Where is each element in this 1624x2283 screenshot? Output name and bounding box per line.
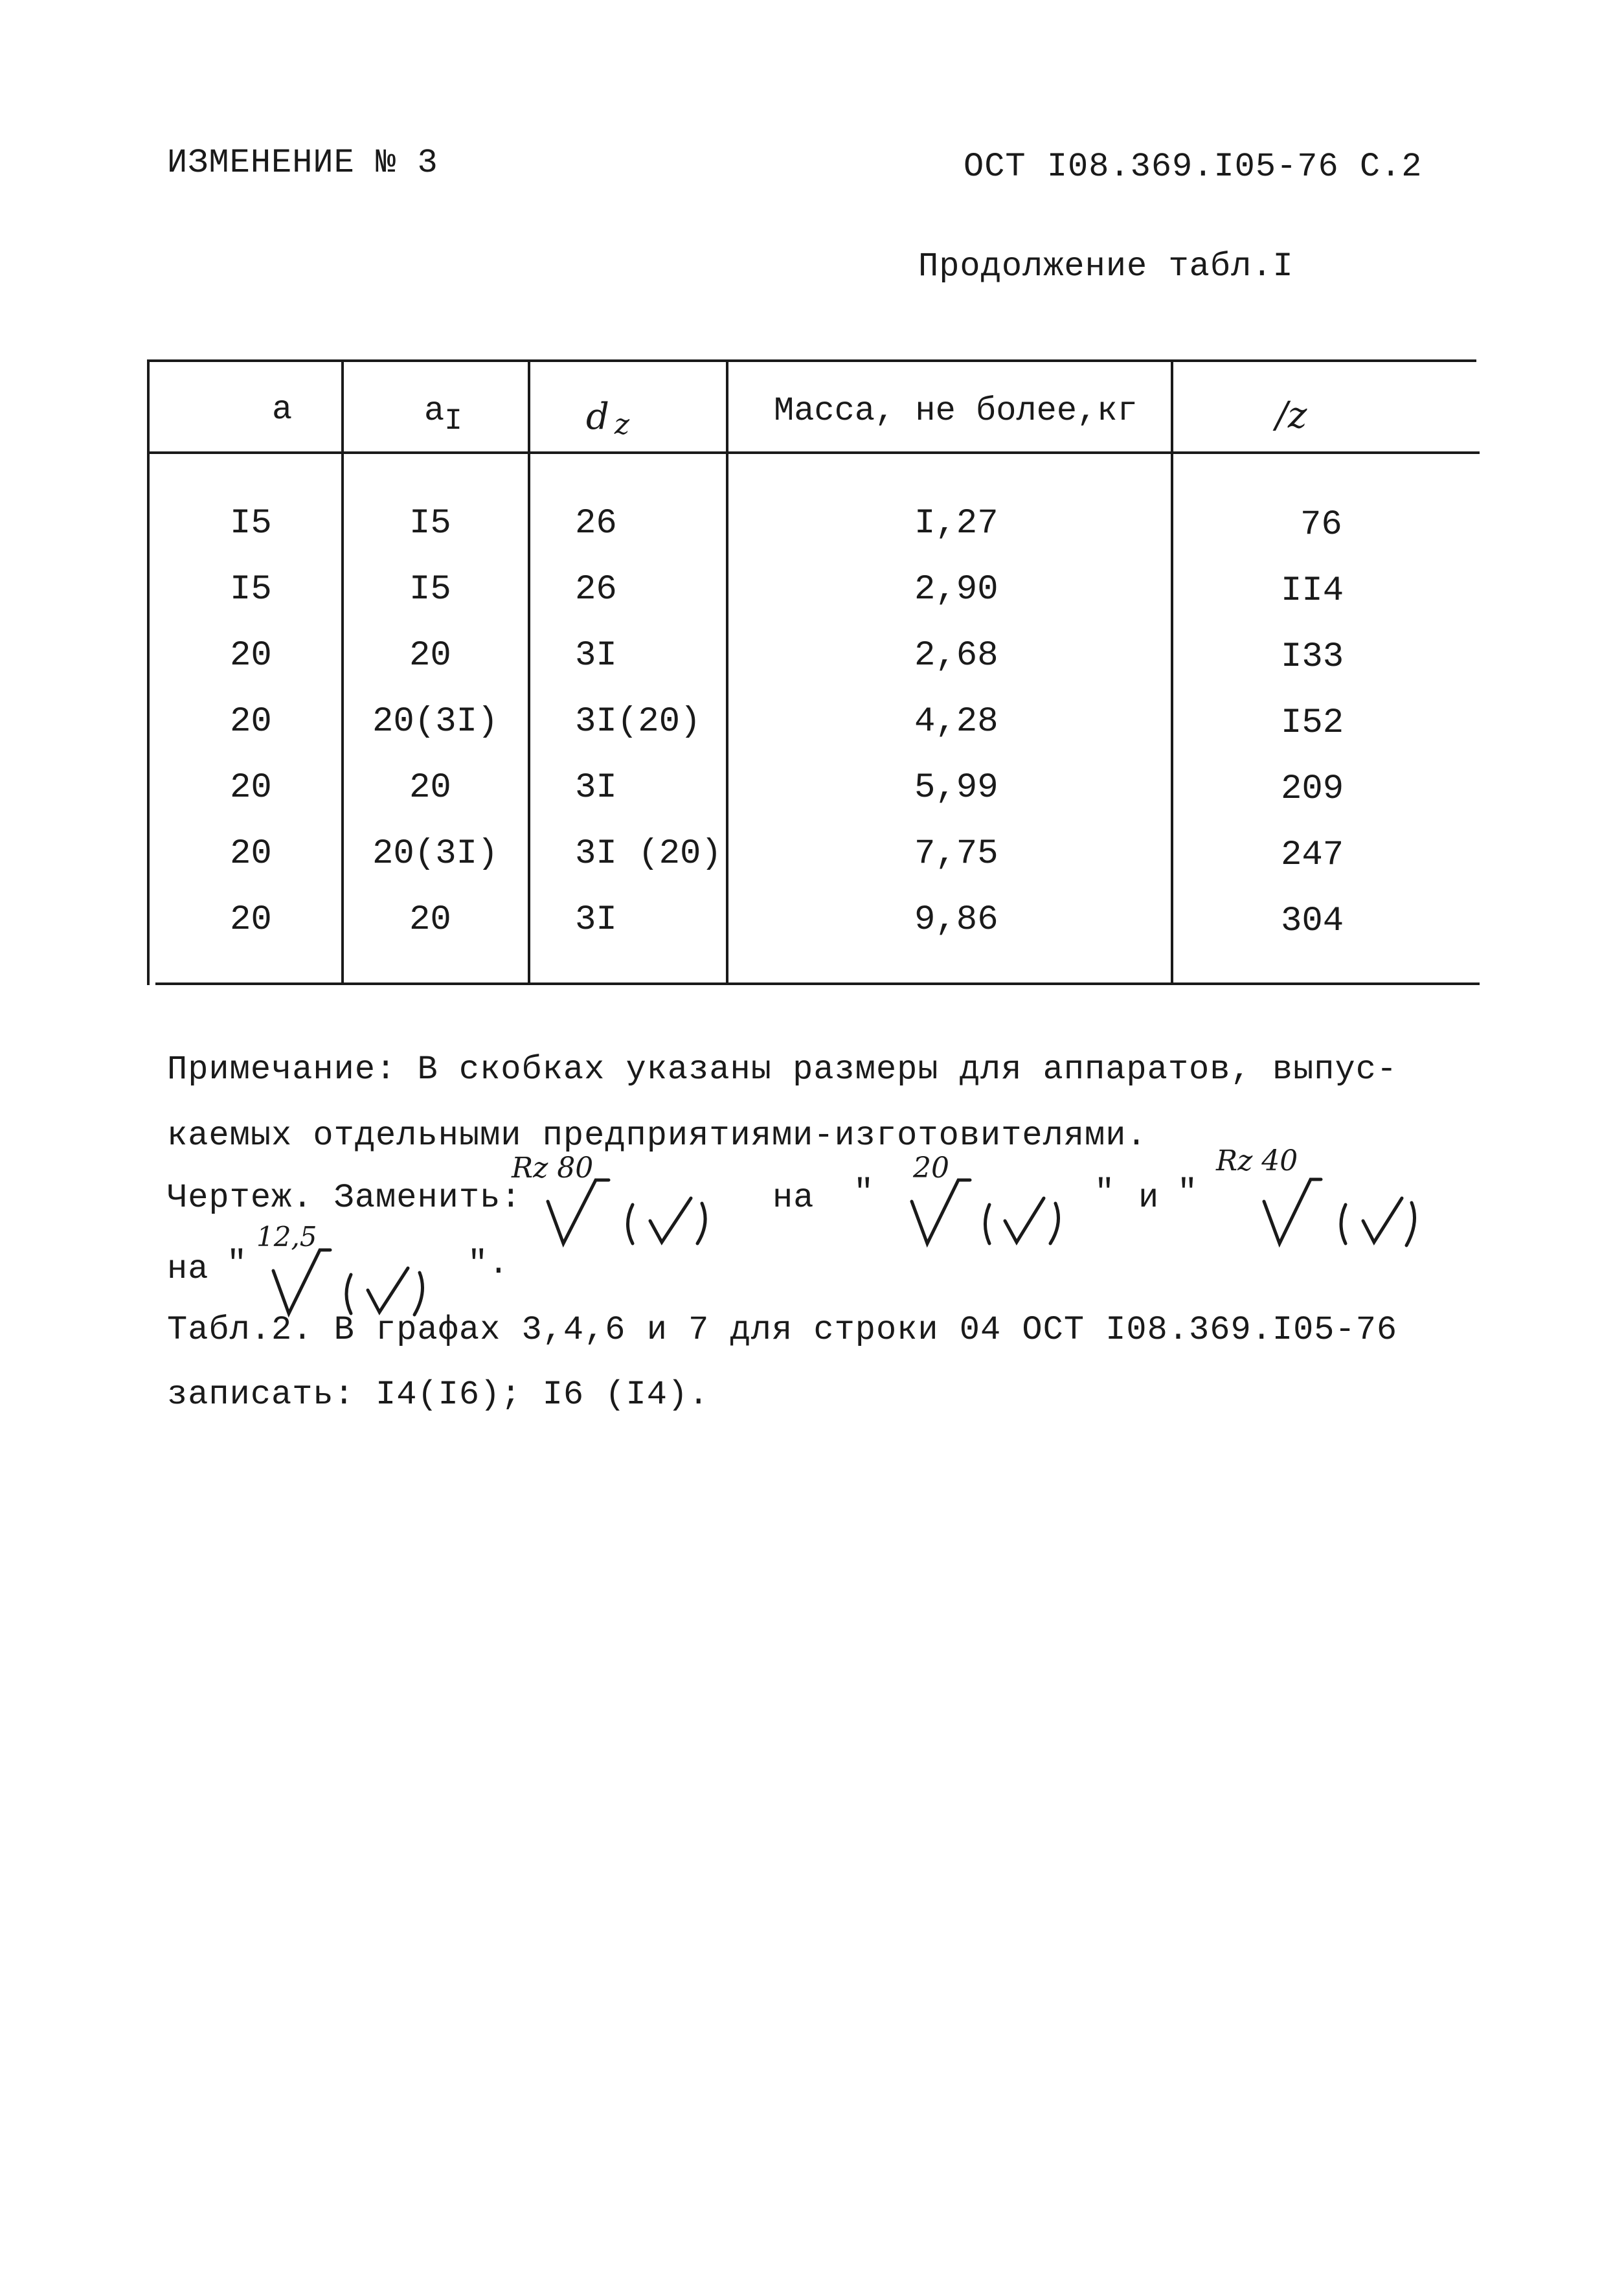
- cell: I,27: [914, 504, 998, 543]
- column-divider: [528, 359, 530, 985]
- roughness-label: 20: [913, 1152, 949, 1185]
- cell: I5: [409, 504, 451, 543]
- cell: I5: [230, 504, 272, 543]
- table-bottom-border: [155, 982, 1480, 985]
- table2-values: записать: I4(I6); I6 (I4).: [167, 1376, 710, 1414]
- note-line-2: каемых отдельными предприятиями-изготовителями.: [167, 1117, 1147, 1155]
- cell: 20(3I): [372, 702, 499, 742]
- column-header-a: а: [272, 391, 293, 429]
- roughness-symbol-rz80: [500, 1146, 720, 1256]
- table2-instruction: Табл.2. В графах 3,4,6 и 7 для строки 04 ОСТ I08.369.I05-76: [167, 1311, 1398, 1349]
- quote-open: ": [1177, 1174, 1199, 1212]
- quote-close-dot: ".: [468, 1245, 510, 1283]
- word-i: и: [1138, 1179, 1160, 1217]
- cell: 20: [230, 636, 272, 676]
- cell: 247: [1281, 835, 1344, 875]
- cell: 26: [575, 504, 617, 543]
- column-header-n: /z: [1276, 394, 1307, 437]
- column-header-a1: аI: [424, 392, 462, 438]
- cell: 9,86: [914, 900, 998, 940]
- note-line-1: Примечание: В скобках указаны размеры для аппаратов, выпус-: [167, 1051, 1398, 1089]
- roughness-label: Rz 40: [1216, 1144, 1298, 1177]
- column-divider: [1171, 359, 1173, 985]
- cell: 304: [1281, 902, 1344, 941]
- cell: 2,68: [914, 636, 998, 676]
- quote-open: ": [227, 1245, 248, 1283]
- cell: 26: [575, 570, 617, 609]
- cell: 76: [1300, 505, 1342, 545]
- column-header-mass: Масса, не более,кг: [774, 392, 1138, 430]
- cell: 20: [409, 900, 451, 940]
- cell: 5,99: [914, 768, 998, 808]
- table-top-border: [149, 359, 1476, 362]
- roughness-symbol-rz40: [1204, 1137, 1425, 1256]
- cell: 20: [230, 768, 272, 808]
- cell: 20: [409, 636, 451, 676]
- cell: 20(3I): [372, 834, 499, 874]
- quote-open: ": [853, 1174, 875, 1212]
- cell: 20: [230, 834, 272, 874]
- cell: 20: [409, 768, 451, 808]
- roughness-symbol-20: [894, 1146, 1088, 1256]
- roughness-label: 12,5: [256, 1221, 317, 1253]
- cell: 7,75: [914, 834, 998, 874]
- roughness-label: Rz 80: [512, 1152, 594, 1185]
- column-divider: [341, 359, 344, 985]
- column-divider: [726, 359, 728, 985]
- cell: 20: [230, 900, 272, 940]
- quote-close: ": [1094, 1174, 1116, 1212]
- cell: 4,28: [914, 702, 998, 742]
- table-caption: Продолжение табл.I: [918, 247, 1294, 286]
- document-code: ОСТ I08.369.I05-76 С.2: [964, 148, 1423, 186]
- roughness-symbol-12-5: [253, 1211, 447, 1328]
- cell: 3I: [575, 900, 617, 940]
- table-left-border: [147, 359, 150, 985]
- header-bottom-border: [149, 451, 1480, 454]
- cell: I33: [1281, 637, 1344, 677]
- cell: 209: [1281, 769, 1344, 809]
- word-na: на: [773, 1179, 815, 1217]
- cell: 3I: [575, 768, 617, 808]
- cell: I5: [230, 570, 272, 609]
- drawing-replace-label: Чертеж. Заменить:: [167, 1179, 522, 1217]
- cell: 3I(20): [575, 702, 701, 742]
- column-header-d2: d z: [586, 396, 630, 441]
- cell: 20: [230, 702, 272, 742]
- cell: I52: [1281, 703, 1344, 743]
- cell: 2,90: [914, 570, 998, 609]
- data-table: [146, 359, 1480, 988]
- word-na-line4: на: [167, 1250, 209, 1288]
- cell: 3I: [575, 636, 617, 676]
- cell: II4: [1281, 571, 1344, 611]
- change-number: ИЗМЕНЕНИЕ № 3: [167, 144, 438, 182]
- cell: I5: [409, 570, 451, 609]
- cell: 3I (20): [575, 834, 722, 874]
